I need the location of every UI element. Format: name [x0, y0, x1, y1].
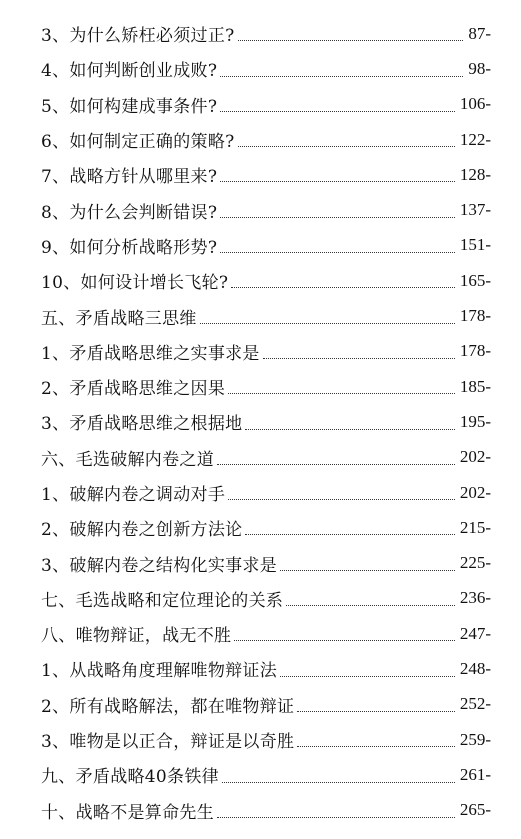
- toc-entry[interactable]: [41, 793, 491, 828]
- toc-entry[interactable]: [41, 298, 491, 333]
- dot-leader: [217, 817, 455, 818]
- dot-leader: [238, 146, 455, 147]
- toc-entry-page: 98-: [468, 58, 491, 78]
- toc-entry[interactable]: [41, 228, 491, 263]
- toc-entry-page: 106-: [459, 94, 491, 114]
- toc-entry-page: 178-: [459, 341, 491, 361]
- toc-entry-page: 195-: [459, 411, 491, 431]
- dot-leader: [222, 782, 455, 783]
- toc-entry[interactable]: [41, 687, 491, 722]
- dot-leader: [286, 605, 455, 606]
- toc-entry-title: 3、为什么矫枉必须过正?: [41, 26, 235, 47]
- toc-entry-page: 128-: [459, 164, 491, 184]
- toc-entry-page: 225-: [459, 553, 491, 573]
- toc-entry-title: 1、从战略角度理解唯物辩证法: [41, 661, 278, 682]
- toc-entry-page: 247-: [459, 623, 491, 643]
- dot-leader: [220, 217, 455, 218]
- toc-entry[interactable]: [41, 651, 491, 686]
- dot-leader: [280, 676, 455, 677]
- dot-leader: [297, 711, 455, 712]
- toc-entry-page: 265-: [459, 800, 491, 820]
- dot-leader: [280, 570, 455, 571]
- toc-entry-page: 202-: [459, 447, 491, 467]
- dot-leader: [220, 76, 463, 77]
- dot-leader: [245, 429, 454, 430]
- toc-entry[interactable]: [41, 122, 491, 157]
- toc-entry-page: 248-: [459, 658, 491, 678]
- toc-entry[interactable]: [41, 757, 491, 792]
- toc-entry-page: 261-: [459, 764, 491, 784]
- toc-entry[interactable]: [41, 616, 491, 651]
- dot-leader: [228, 393, 455, 394]
- toc-entry-title: 1、破解内卷之调动对手: [41, 485, 226, 505]
- toc-entry-title: 六、毛选破解内卷之道: [41, 449, 214, 470]
- toc-entry-title: 2、破解内卷之创新方法论: [41, 520, 243, 541]
- toc-entry-page: 259-: [459, 729, 491, 749]
- toc-entry[interactable]: [41, 51, 491, 86]
- toc-entry[interactable]: [41, 263, 491, 298]
- toc-entry-page: 165-: [459, 270, 491, 290]
- toc-entry[interactable]: [41, 16, 491, 51]
- toc-entry-page: 202-: [459, 482, 491, 502]
- dot-leader: [238, 40, 464, 41]
- toc-entry-title: 3、矛盾战略思维之根据地: [41, 414, 243, 435]
- dot-leader: [228, 499, 455, 500]
- toc-entry-title: 3、破解内卷之结构化实事求是: [41, 555, 278, 576]
- dot-leader: [200, 323, 455, 324]
- toc-entry-title: 十、战略不是算命先生: [41, 802, 214, 823]
- dot-leader: [231, 287, 454, 288]
- toc-entry-page: 215-: [459, 517, 491, 537]
- toc-entry[interactable]: [41, 192, 491, 227]
- dot-leader: [220, 181, 455, 182]
- toc-entry-title: 2、矛盾战略思维之因果: [41, 379, 226, 400]
- toc-entry[interactable]: [41, 581, 491, 616]
- toc-entry[interactable]: [41, 334, 491, 369]
- toc-entry-page: 178-: [459, 306, 491, 326]
- table-of-contents: [41, 16, 491, 828]
- toc-entry[interactable]: [41, 722, 491, 757]
- toc-entry-page: 87-: [468, 23, 491, 43]
- dot-leader: [297, 746, 455, 747]
- toc-entry-page: 137-: [459, 200, 491, 220]
- dot-leader: [217, 464, 455, 465]
- toc-entry[interactable]: [41, 510, 491, 545]
- toc-entry-title: 七、毛选战略和定位理论的关系: [41, 590, 284, 611]
- toc-entry-title: 五、矛盾战略三思维: [41, 308, 197, 329]
- toc-entry-title: 九、矛盾战略40条铁律: [41, 767, 219, 788]
- dot-leader: [245, 534, 454, 535]
- toc-entry[interactable]: [41, 87, 491, 122]
- toc-entry[interactable]: [41, 440, 491, 475]
- toc-entry-title: 7、战略方针从哪里来?: [41, 167, 218, 188]
- toc-entry-page: 151-: [459, 235, 491, 255]
- toc-entry-title: 5、如何构建成事条件?: [41, 96, 218, 117]
- toc-entry-title: 八、唯物辩证，战无不胜: [41, 626, 232, 647]
- dot-leader: [263, 358, 455, 359]
- toc-entry-page: 252-: [459, 694, 491, 714]
- toc-entry-page: 122-: [459, 129, 491, 149]
- dot-leader: [220, 111, 455, 112]
- toc-entry-page: 185-: [459, 376, 491, 396]
- toc-entry-title: 3、唯物是以正合，辩证是以奇胜: [41, 732, 295, 753]
- toc-entry-page: 236-: [459, 588, 491, 608]
- toc-entry-title: 9、如何分析战略形势?: [41, 237, 218, 258]
- toc-entry[interactable]: [41, 475, 491, 510]
- dot-leader: [220, 252, 455, 253]
- toc-entry-title: 4、如何判断创业成败?: [41, 61, 218, 82]
- toc-entry-title: 8、为什么会判断错误?: [41, 202, 218, 223]
- toc-entry-title: 10、如何设计增长飞轮?: [41, 273, 229, 294]
- toc-entry-title: 2、所有战略解法，都在唯物辩证: [41, 696, 295, 717]
- toc-entry[interactable]: [41, 369, 491, 404]
- toc-entry[interactable]: [41, 157, 491, 192]
- toc-entry[interactable]: [41, 545, 491, 580]
- dot-leader: [234, 640, 455, 641]
- toc-entry-title: 6、如何制定正确的策略?: [41, 132, 235, 153]
- toc-entry[interactable]: [41, 404, 491, 439]
- toc-entry-title: 1、矛盾战略思维之实事求是: [41, 343, 260, 364]
